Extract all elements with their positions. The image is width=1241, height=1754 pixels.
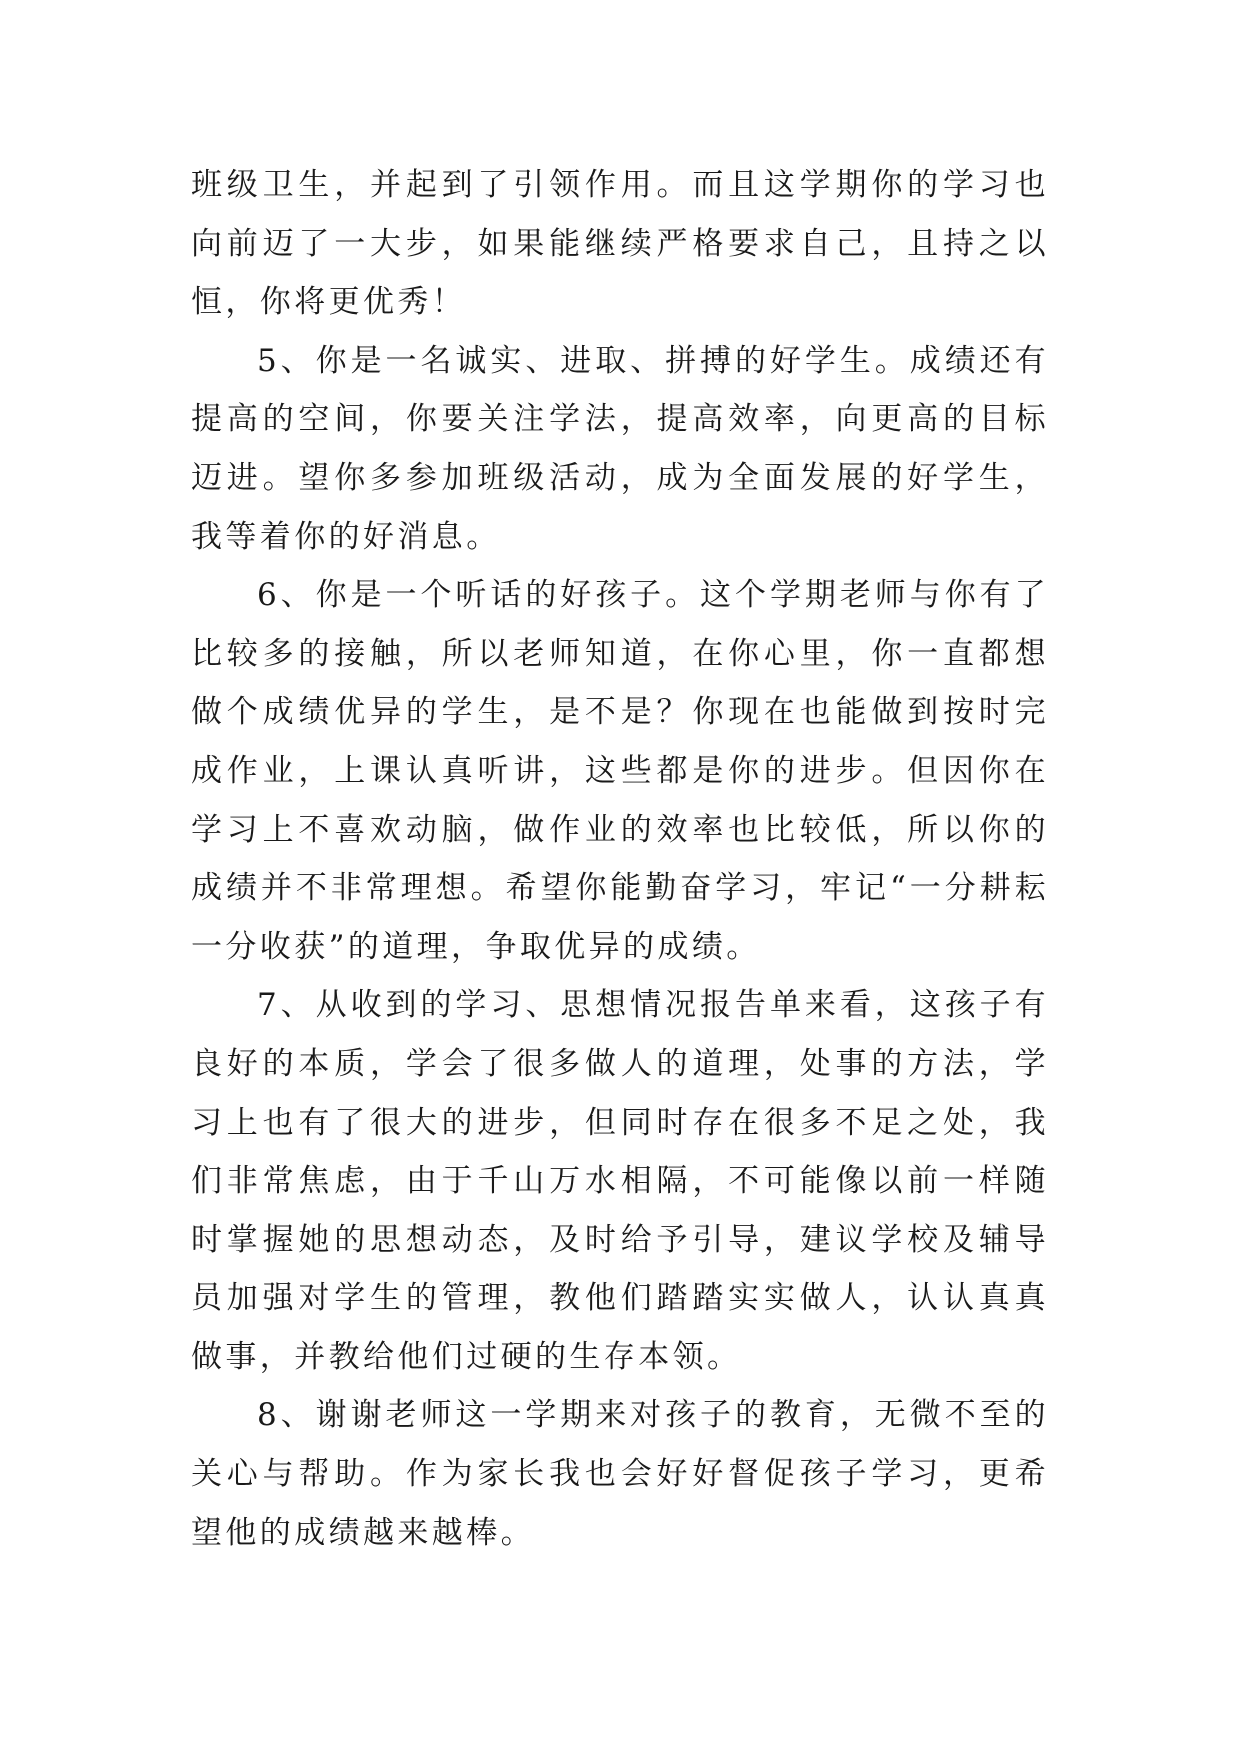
paragraph-item-8: 8、谢谢老师这一学期来对孩子的教育，无微不至的关心与帮助。作为家长我也会好好督促孩子学习，更希望他的成绩越来越棒。 xyxy=(191,1397,1049,1551)
paragraph-item-7: 7、从收到的学习、思想情况报告单来看，这孩子有良好的本质，学会了很多做人的道理，处事的方法，学习上也有了很大的进步，但同时存在很多不足之处，我们非常焦虑，由于千山万水相隔，不可能像以前一样随时掌握她的思想动态，及时给予引导，建议学校及辅导员加强对学生的管理，教他们踏踏实实做人，认认真真做事，并教给他们过硬的生存本领。 xyxy=(191,987,1049,1375)
paragraph-continued: 班级卫生，并起到了引领作用。而且这学期你的学习也向前迈了一大步，如果能继续严格要求自己，且持之以恒，你将更优秀！ xyxy=(191,167,1049,321)
document-body xyxy=(191,156,1049,1562)
paragraph-item-5: 5、你是一名诚实、进取、拼搏的好学生。成绩还有提高的空间，你要关注学法，提高效率，向更高的目标迈进。望你多参加班级活动，成为全面发展的好学生，我等着你的好消息。 xyxy=(191,342,1049,555)
paragraph-item-6: 6、你是一个听话的好孩子。这个学期老师与你有了比较多的接触，所以老师知道，在你心里，你一直都想做个成绩优异的学生，是不是？你现在也能做到按时完成作业，上课认真听讲，这些都是你的进步。但因你在学习上不喜欢动脑，做作业的效率也比较低，所以你的成绩并不非常理想。希望你能勤奋学习，牢记“一分耕耘一分收获”的道理，争取优异的成绩。 xyxy=(191,577,1049,965)
